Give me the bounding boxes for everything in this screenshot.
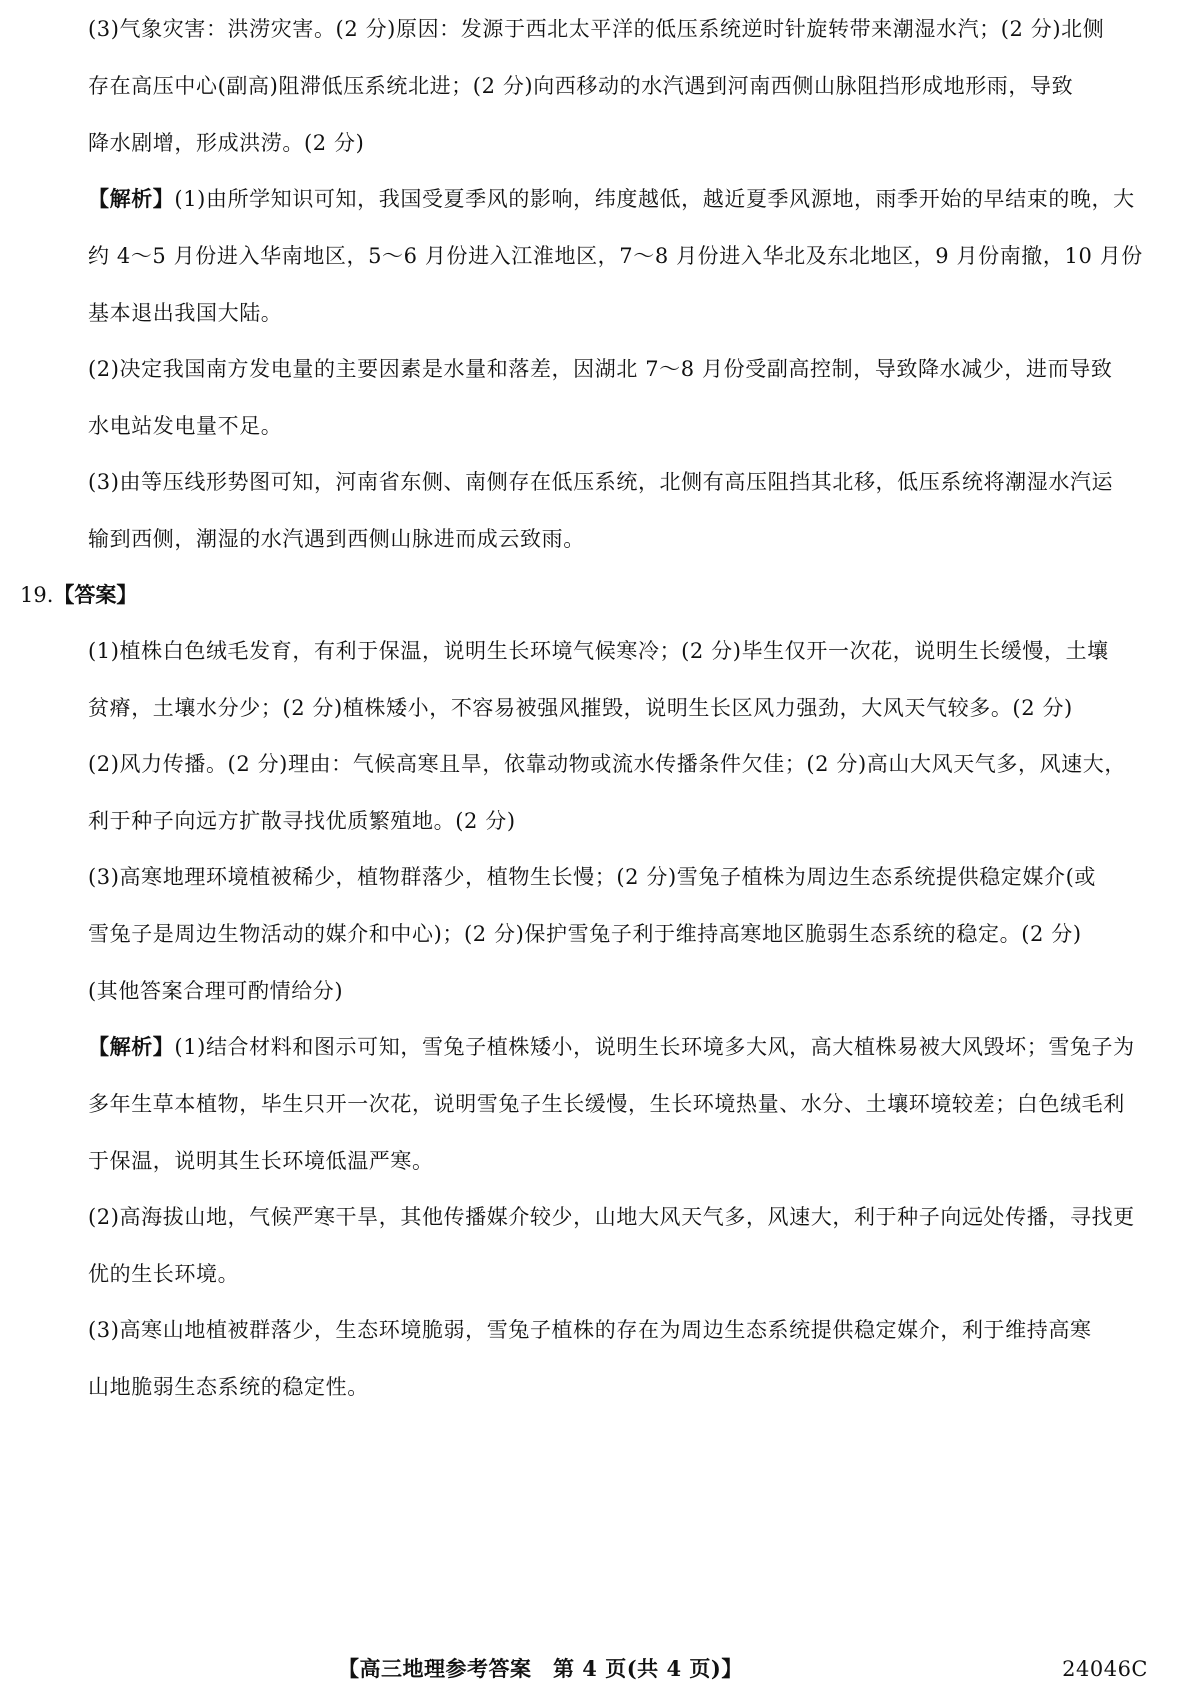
text-line: 多年生草本植物，毕生只开一次花，说明雪兔子生长缓慢，生长环境热量、水分、土壤环境较差；白色绒毛利 bbox=[88, 1092, 1125, 1116]
analysis-text: (1)由所学知识可知，我国受夏季风的影响，纬度越低，越近夏季风源地，雨季开始的早结束的晚，大 bbox=[174, 187, 1135, 211]
text-line: (其他答案合理可酌情给分) bbox=[88, 979, 344, 1003]
text-line: 输到西侧，潮湿的水汽遇到西侧山脉进而成云致雨。 bbox=[88, 527, 585, 551]
text-line: 基本退出我国大陆。 bbox=[88, 301, 283, 325]
text-line: 存在高压中心(副高)阻滞低压系统北进；(2 分)向西移动的水汽遇到河南西侧山脉阻挡形成地形雨，导致 bbox=[88, 74, 1074, 98]
analysis-tag: 【解析】 bbox=[88, 186, 175, 211]
q19-analysis-1 bbox=[88, 1032, 1148, 1176]
page-footer bbox=[0, 1654, 1200, 1684]
text-line: 利于种子向远方扩散寻找优质繁殖地。(2 分) bbox=[88, 809, 516, 833]
document-code: 24046C bbox=[1062, 1657, 1148, 1681]
q19-analysis-2 bbox=[88, 1202, 1148, 1289]
q19-part1-answer bbox=[88, 636, 1148, 723]
text-line: (1)植株白色绒毛发育，有利于保温，说明生长环境气候寒冷；(2 分)毕生仅开一次花，说明生长缓慢，土壤 bbox=[88, 639, 1109, 663]
text-line: (3)高寒山地植被群落少，生态环境脆弱，雪兔子植株的存在为周边生态系统提供稳定媒介，利于维持高寒 bbox=[88, 1318, 1092, 1342]
text-line: 贫瘠，土壤水分少；(2 分)植株矮小，不容易被强风摧毁，说明生长区风力强劲，大风天气较多。(2 分) bbox=[88, 696, 1073, 720]
text-line: (2)风力传播。(2 分)理由：气候高寒且旱，依靠动物或流水传播条件欠佳；(2 分)高山大风天气多，风速大， bbox=[88, 752, 1126, 776]
footer-title: 【高三地理参考答案 第 4 页(共 4 页)】 bbox=[338, 1656, 743, 1681]
answer-content bbox=[20, 14, 1148, 1402]
q19-analysis-3 bbox=[88, 1315, 1148, 1402]
q19-part3-answer bbox=[88, 862, 1148, 1006]
text-line: 降水剧增，形成洪涝。(2 分) bbox=[88, 131, 365, 155]
q18-analysis-3 bbox=[88, 467, 1148, 554]
q18-analysis-1 bbox=[88, 184, 1148, 328]
answer-tag: 【答案】 bbox=[53, 582, 138, 607]
q18-part3-answer bbox=[88, 14, 1148, 158]
text-line: (2)高海拔山地，气候严寒干旱，其他传播媒介较少，山地大风天气多，风速大，利于种子向远处传播，寻找更 bbox=[88, 1205, 1135, 1229]
analysis-tag: 【解析】 bbox=[88, 1034, 175, 1059]
text-line bbox=[88, 1032, 1148, 1062]
text-line: 山地脆弱生态系统的稳定性。 bbox=[88, 1375, 369, 1399]
q19-part2-answer bbox=[88, 749, 1148, 836]
text-line: (3)高寒地理环境植被稀少，植物群落少，植物生长慢；(2 分)雪兔子植株为周边生态系统提供稳定媒介(或 bbox=[88, 865, 1096, 889]
text-line: 优的生长环境。 bbox=[88, 1262, 240, 1286]
text-line: (2)决定我国南方发电量的主要因素是水量和落差，因湖北 7～8 月份受副高控制，导致降水减少，进而导致 bbox=[88, 357, 1113, 381]
q18-analysis-2 bbox=[88, 354, 1148, 441]
text-line: (3)由等压线形势图可知，河南省东侧、南侧存在低压系统，北侧有高压阻挡其北移，低压系统将潮湿水汽运 bbox=[88, 470, 1114, 494]
text-line: 于保温，说明其生长环境低温严寒。 bbox=[88, 1149, 434, 1173]
text-line: (3)气象灾害：洪涝灾害。(2 分)原因：发源于西北太平洋的低压系统逆时针旋转带来潮湿水汽；(2 分)北侧 bbox=[88, 17, 1105, 41]
question-number: 19. bbox=[20, 583, 54, 607]
text-line bbox=[88, 184, 1148, 214]
text-line: 雪兔子是周边生物活动的媒介和中心)；(2 分)保护雪兔子利于维持高寒地区脆弱生态系统的稳定。(2 分) bbox=[88, 922, 1082, 946]
q19-header bbox=[20, 580, 1080, 610]
analysis-text: (1)结合材料和图示可知，雪兔子植株矮小，说明生长环境多大风，高大植株易被大风毁坏；雪兔子为 bbox=[174, 1035, 1135, 1059]
text-line: 约 4～5 月份进入华南地区，5～6 月份进入江淮地区，7～8 月份进入华北及东北地区，9 月份南撤，10 月份 bbox=[88, 244, 1143, 268]
text-line: 水电站发电量不足。 bbox=[88, 414, 283, 438]
